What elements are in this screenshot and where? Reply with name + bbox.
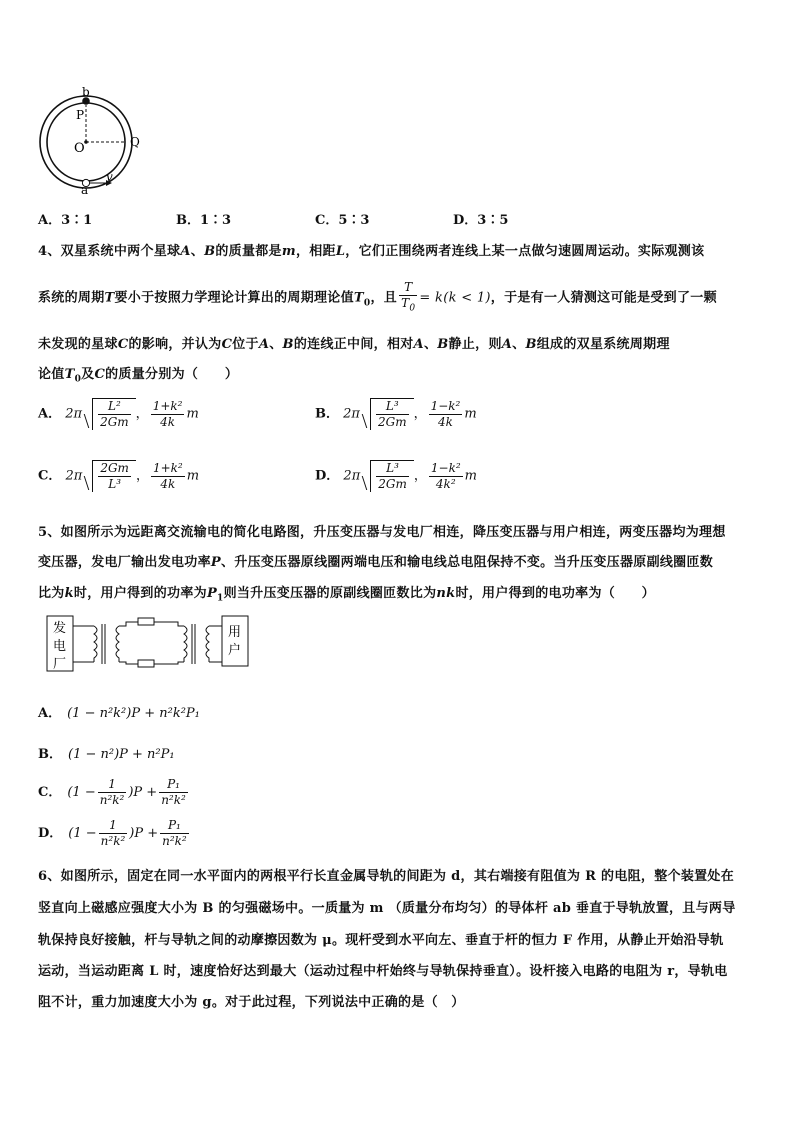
transmission-circuit-diagram	[46, 612, 252, 676]
q4-option-d: D． 2π $\frac{\text{L³}}{2Gm}$ ， $\frac{\text{1−k²}}{\text{4k²}}$ m	[315, 460, 477, 491]
label-a: a	[81, 183, 89, 196]
label-q: Q	[130, 135, 140, 149]
q6-line-1: 6、如图所示，固定在同一水平面内的两根平行长直金属导轨的间距为 d，其右端接有阻值为 R 的电阻，整个装置处在	[38, 869, 735, 884]
q4-line-2: 系统的周期T要小于按照力学理论计算出的周期理论值$T_0$，且 $\frac{T}{T_0}$ = k(k < 1)，于是有一人猜测这可能是受到了一颗	[38, 280, 717, 316]
q5-line-1: 5、如图所示为远距离交流输电的简化电路图，升压变压器与发电厂相连，降压变压器与用户相连，两变压器均为理想	[38, 525, 726, 540]
q4-option-b: B． 2π $\frac{\text{L³}}{2Gm}$ ， $\frac{\text{1−k²}}{4k}$ m	[315, 398, 477, 429]
q3-option-b-value: 1∶3	[200, 213, 232, 228]
q5-line-3: 比为k时，用户得到的功率为$P_1$则当升压变压器的原副线圈匝数比为nk时，用户得到的电功率为（ ）	[38, 586, 655, 604]
q3-option-a-value: 3∶1	[61, 213, 93, 228]
q3-option-d-value: 3∶5	[477, 213, 509, 228]
q3-option-c-value: 5∶3	[338, 213, 370, 228]
q3-option-a-label: A．	[38, 213, 62, 228]
q4-option-c: C． 2π $\frac{2Gm}{\text{L³}}$ ， $\frac{\text{1+k²}}{4k}$ m	[38, 460, 200, 491]
q6-line-5: 阻不计，重力加速度大小为 g。对于此过程，下列说法中正确的是（ ）	[38, 995, 465, 1010]
q3-option-d-label: D．	[453, 213, 478, 228]
step-down-secondary-coil	[206, 626, 209, 662]
q3-option-d	[453, 209, 508, 228]
user-box	[222, 616, 248, 666]
user-char-1: 用	[228, 625, 242, 640]
label-v: v	[106, 170, 113, 184]
q4-line-4: 论值$T_0$及C的质量分别为（ ）	[38, 367, 239, 385]
plant-char-1: 发	[53, 621, 67, 636]
label-o: O	[74, 141, 85, 156]
step-up-primary-coil	[94, 626, 97, 662]
q3-option-c-label: C．	[315, 213, 339, 228]
q5-option-c: C． (1 − $\frac{1}{\text{n²k²}}$ )P + $\frac{\text{P₁}}{\text{n²k²}}$	[38, 777, 186, 807]
line-resistor-bottom	[138, 660, 154, 667]
step-down-primary-coil	[184, 626, 187, 662]
q4-option-a: A． 2π $\frac{\text{L²}}{2Gm}$ ， $\frac{\text{1+k²}}{4k}$ m	[38, 398, 199, 429]
user-char-2: 户	[228, 643, 242, 658]
plant-char-3: 厂	[53, 657, 67, 672]
circular-track-figure	[36, 84, 146, 196]
q5-option-b: B． (1 − n²)P + n²P₁	[38, 747, 175, 762]
q4-line-1: 4、双星系统中两个星球A、B的质量都是m，相距L，它们正围绕两者连线上某一点做匀速圆周运动。实际观测该	[38, 244, 705, 259]
q5-option-d: D． (1 − $\frac{1}{\text{n²k²}}$ )P + $\frac{\text{P₁}}{\text{n²k²}}$	[38, 818, 187, 848]
q3-option-b	[176, 209, 231, 228]
label-p: P	[76, 108, 85, 122]
q5-option-a: A． (1 − n²k²)P + n²k²P₁	[38, 706, 200, 721]
q5-line-2: 变压器，发电厂输出发电功率P、升压变压器原线圈两端电压和输电线总电阻保持不变。当升压变压器原副线圈匝数	[38, 555, 714, 570]
step-up-secondary-coil	[116, 626, 119, 662]
q3-option-a	[38, 209, 92, 228]
plant-char-2: 电	[53, 639, 67, 654]
center-point	[84, 140, 88, 144]
q6-line-3: 轨保持良好接触，杆与导轨之间的动摩擦因数为 μ。现杆受到水平向左、垂直于杆的恒力 F 作用，从静止开始沿导轨	[38, 933, 724, 948]
q6-line-4: 运动，当运动距离 L 时，速度恰好达到最大（运动过程中杆始终与导轨保持垂直）。设杆接入电路的电阻为 r，导轨电	[38, 964, 728, 979]
q3-option-b-label: B．	[176, 213, 200, 228]
q6-line-2: 竖直向上磁感应强度大小为 B 的匀强磁场中。一质量为 m （质量分布均匀）的导体杆 ab 垂直于导轨放置，且与两导	[38, 901, 736, 916]
label-b: b	[82, 85, 90, 99]
q3-option-c	[315, 209, 369, 228]
line-resistor-top	[138, 618, 154, 625]
q4-ratio-fraction: $\frac{T}{T_0}$	[401, 280, 416, 314]
q4-line-3: 未发现的星球C的影响，并认为C位于A、B的连线正中间，相对A、B静止，则A、B组成的双星系统周期理	[38, 337, 670, 352]
